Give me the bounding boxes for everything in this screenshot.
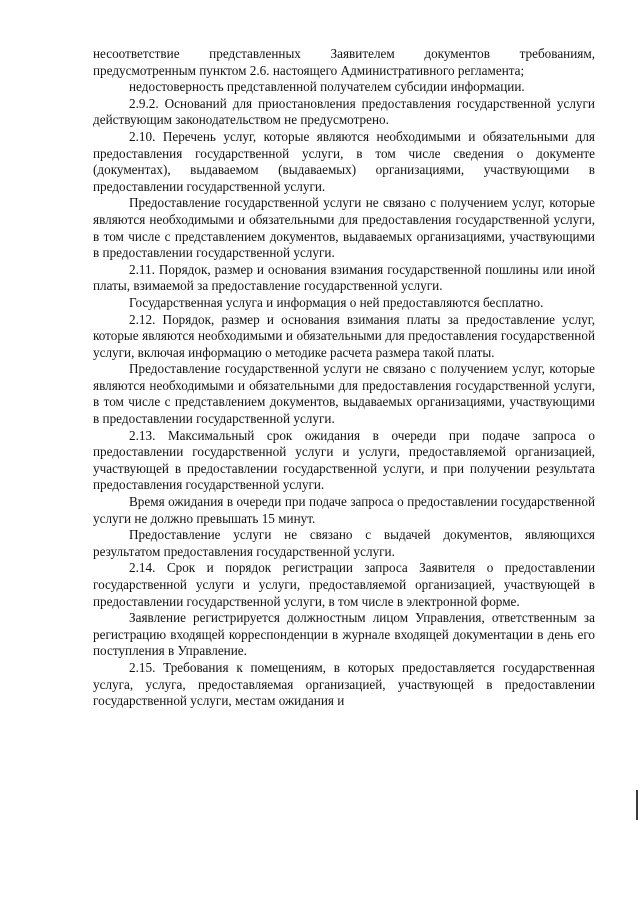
- paragraph: Предоставление государственной услуги не связано с получением услуг, которые являются необходимыми и обязательными для предоставления государственной услуги, в том числе с представлением документов, выдаваемых организациями, участвующими в предоставлении государственной услуги.: [93, 195, 595, 261]
- paragraph: 2.14. Срок и порядок регистрации запроса Заявителя о предоставлении государственной услуги и услуги, предоставляемой организацией, участвующей в предоставлении государственной услуги, в том числе в электронной форме.: [93, 560, 595, 609]
- paragraph: 2.12. Порядок, размер и основания взимания платы за предоставление услуг, которые являются необходимыми и обязательными для предоставления государственной услуги, включая информацию о методике расчета размера такой платы.: [93, 311, 595, 360]
- paragraph: 2.11. Порядок, размер и основания взимания государственной пошлины или иной платы, взимаемой за предоставление государственной услуги.: [93, 261, 595, 294]
- paragraph: 2.9.2. Оснований для приостановления предоставления государственной услуги действующим законодательством не предусмотрено.: [93, 95, 595, 128]
- paragraph: 2.13. Максимальный срок ожидания в очереди при подаче запроса о предоставлении государственной услуги и услуги, предоставляемой организацией, участвующей в предоставлении государственной услуги, и при получении результата предоставления государственной услуги.: [93, 427, 595, 493]
- paragraph: 2.15. Требования к помещениям, в которых предоставляется государственная услуга, услуга, предоставляемая организацией, участвующей в предоставлении государственной услуги, местам ожидания и: [93, 659, 595, 709]
- paragraph: Предоставление государственной услуги не связано с получением услуг, которые являются необходимыми и обязательными для предоставления государственной услуги, в том числе с представлением документов, выдаваемых организациями, участвующими в предоставлении государственной услуги.: [93, 361, 595, 427]
- paragraph: Время ожидания в очереди при подаче запроса о предоставлении государственной услуги не должно превышать 15 минут.: [93, 494, 595, 526]
- paragraph: 2.10. Перечень услуг, которые являются необходимыми и обязательными для предоставления государственной услуги, в том числе сведения о документе (документах), выдаваемом (выдаваемых) организациями, участвующими в предоставлении государственной услуги.: [93, 128, 595, 194]
- scan-edge-mark: [636, 790, 638, 820]
- paragraph: недостоверность представленной получателем субсидии информации.: [129, 79, 525, 95]
- paragraph: Предоставление услуги не связано с выдачей документов, являющихся результатом предоставления государственной услуги.: [93, 527, 595, 559]
- paragraph: Государственная услуга и информация о ней предоставляются бесплатно.: [129, 294, 544, 310]
- paragraph: несоответствие представленных Заявителем документов требованиям, предусмотренным пунктом 2.6. настоящего Административного регламента;: [93, 46, 595, 78]
- document-body: [93, 46, 595, 710]
- paragraph: Заявление регистрируется должностным лицом Управления, ответственным за регистрацию входящей корреспонденции в журнале входящей документации в день его поступления в Управление.: [93, 610, 595, 659]
